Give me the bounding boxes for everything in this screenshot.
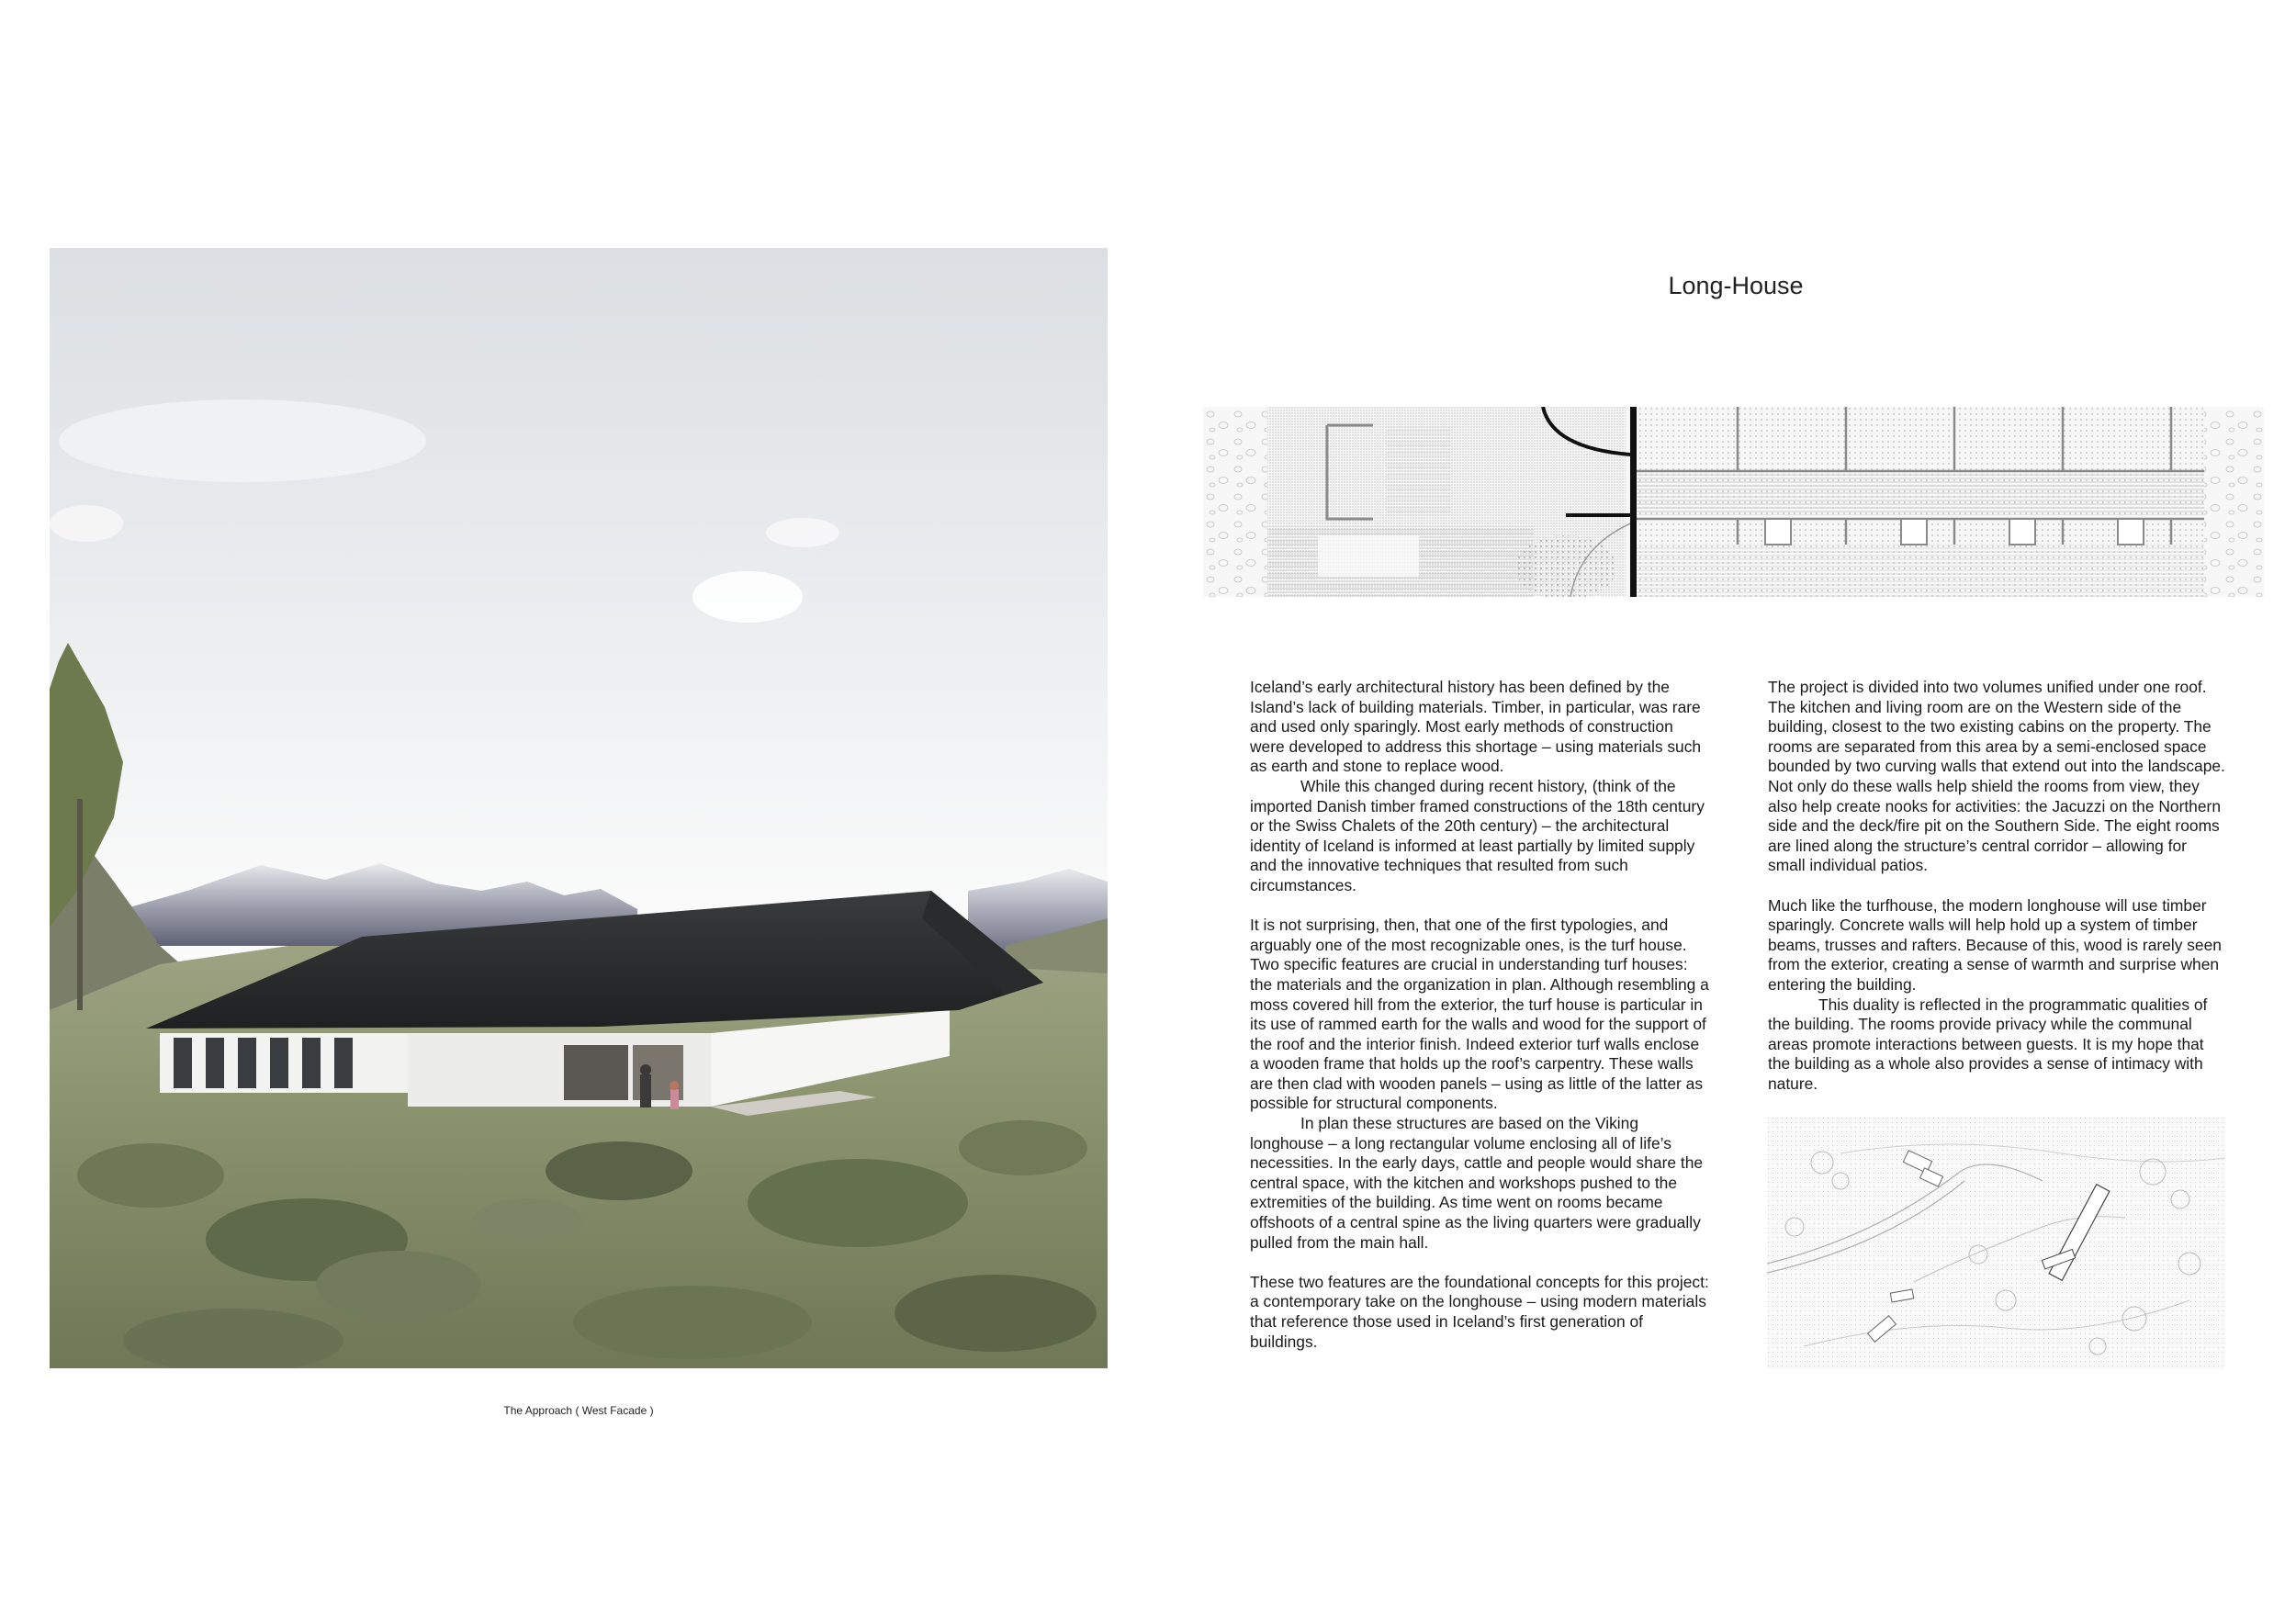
text-column-right	[1768, 678, 2227, 1094]
paragraph: While this changed during recent history, (think of the imported Danish timber framed constructions of the 18th century or the Swiss Chalets of the 20th century) – the architectural identity of Iceland is informed at least partially by limited supply and the innovative techniques that resulted from such circumstances.	[1250, 776, 1705, 894]
paragraph: In plan these structures are based on the Viking longhouse – a long rectangular volume enclosing all of life’s necessities. In the early days, cattle and people would share the central space, with the kitchen and workshops pushed to the extremities of the building. As time went on rooms became offshoots of a central spine as the living quarters were gradually pulled from the main hall.	[1250, 1114, 1704, 1252]
floor-plan-drawing	[1203, 407, 2264, 597]
landscape-rendering	[50, 248, 1108, 1368]
paragraph: Much like the turfhouse, the modern longhouse will use timber sparingly. Concrete walls will help hold up a system of timber beams, trusses and rafters. Because of this, wood is rarely seen from the exterior, creating a sense of warmth and surprise when entering the building.	[1768, 895, 2222, 994]
page-title: Long-House	[1668, 272, 1804, 299]
text-column-left	[1250, 678, 1709, 1352]
paragraph: The project is divided into two volumes unified under one roof. The kitchen and living room are on the Western side of the building, closest to the two existing cabins on the property. The rooms are separated from this area by a semi-enclosed space bounded by two curving walls that extend out into the landscape. Not only do these walls help shield the rooms from view, they also help create nooks for activities: the Jacuzzi on the Northern side and the deck/fire pit on the Southern Side. The eight rooms are lined along the structure’s central corridor – allowing for small individual patios.	[1768, 678, 2225, 875]
paragraph: Iceland’s early architectural history has been defined by the Island’s lack of building materials. Timber, in particular, was rare and used only sparingly. Most early methods of construction were developed to address this shortage – using materials such as earth and stone to replace wood.	[1250, 678, 1702, 776]
site-plan-drawing	[1767, 1117, 2225, 1369]
paragraph: This duality is reflected in the programmatic qualities of the building. The rooms provide privacy while the communal areas promote interactions between guests. It is my hope that the building as a whole also provides a sense of intimacy with nature.	[1768, 995, 2208, 1093]
paragraph: These two features are the foundational concepts for this project: a contemporary take on the longhouse – using modern materials that reference those used in Iceland’s first generation of buildings.	[1250, 1272, 1709, 1351]
paragraph: It is not surprising, then, that one of the first typologies, and arguably one of the most recognizable ones, is the turf house. Two specific features are crucial in understanding turf houses: the materials and the organization in plan. Although resembling a moss covered hill from the exterior, the turf house is particular in its use of rammed earth for the walls and wood for the support of the roof and the interior finish. Indeed exterior turf walls enclose a wooden frame that holds up the roof’s carpentry. These walls are then clad with wooden panels – using as little of the latter as possible for structural components.	[1250, 916, 1709, 1113]
image-caption: The Approach ( West Facade )	[503, 1404, 654, 1417]
